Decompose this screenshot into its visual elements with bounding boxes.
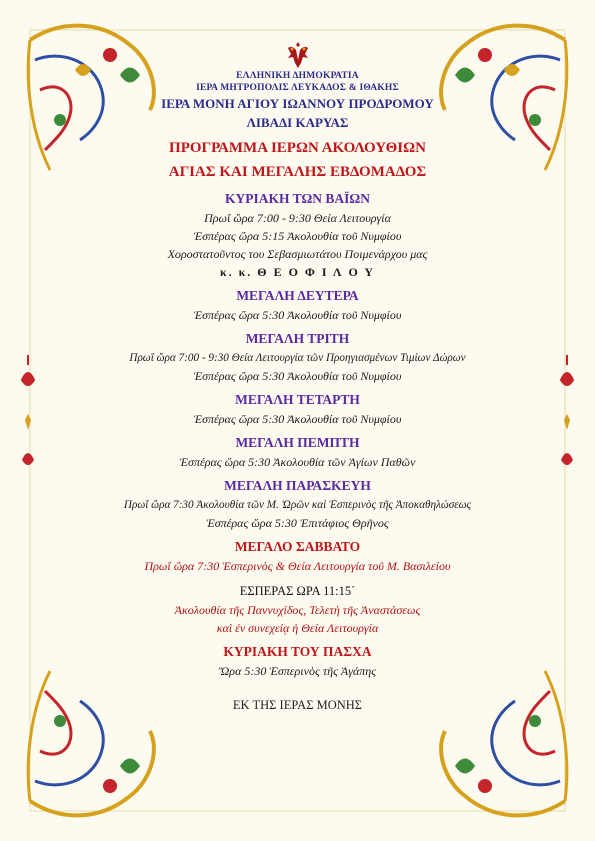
footer-signature: ΕΚ ΤΗΣ ΙΕΡΑΣ ΜΟΝΗΣ xyxy=(232,698,363,712)
page-subtitle: ΑΓΙΑΣ ΚΑΙ ΜΕΓΑΛΗΣ ΕΒΔΟΜΑΔΟΣ xyxy=(168,164,427,180)
section-heading-easter: ΚΥΡΙΑΚΗ ΤΟΥ ΠΑΣΧΑ xyxy=(223,644,372,659)
schedule-line: Πρωΐ ὥρα 7:30 Ἀκολουθία τῶν Μ. Ὡρῶν καὶ Ἑσπερινὸς τῆς Ἀποκαθηλώσεως xyxy=(123,499,472,511)
schedule-line: καὶ ἐν συνεχείᾳ ἡ Θεία Λειτουργία xyxy=(216,621,379,635)
header-monastery: ΙΕΡΑ ΜΟΝΗ ΑΓΙΟΥ ΙΩΑΝΝΟΥ ΠΡΟΔΡΟΜΟΥ xyxy=(161,96,434,111)
section-heading-monday: ΜΕΓΑΛΗ ΔΕΥΤΕΡΑ xyxy=(236,288,359,303)
section-heading-wednesday: ΜΕΓΑΛΗ ΤΕΤΑΡΤΗ xyxy=(235,392,360,407)
schedule-line: Ἑσπέρας ὥρα 5:15 Ἀκολουθία τοῦ Νυμφίου xyxy=(193,229,402,243)
page-title: ΠΡΟΓΡΑΜΜΑ ΙΕΡΩΝ ΑΚΟΛΟΥΘΙΩΝ xyxy=(169,140,426,156)
tulip-ornament-icon xyxy=(561,355,573,465)
schedule-line: Χοροστατοῦντος του Σεβασμιωτάτου Ποιμενάρχου μας xyxy=(167,247,428,261)
header-location: ΛΙΒΑΔΙ ΚΑΡΥΑΣ xyxy=(246,115,349,130)
bishop-name: κ. κ. Θ Ε Ο Φ Ι Λ Ο Υ xyxy=(219,265,376,279)
schedule-content xyxy=(70,40,525,714)
header-republic: ΕΛΛΗΝΙΚΗ ΔΗΜΟΚΡΑΤΙΑ xyxy=(236,71,359,81)
evening-time-label: ΕΣΠΕΡΑΣ ΩΡΑ 11:15΄ xyxy=(239,584,356,598)
schedule-line: Πρωΐ ὥρα 7:00 - 9:30 Θεία Λειτουργία xyxy=(204,211,391,225)
section-heading-palm-sunday: ΚΥΡΙΑΚΗ ΤΩΝ ΒΑΪΩΝ xyxy=(225,191,370,206)
schedule-line: Ἑσπέρας ὥρα 5:30 Ἐπιτάφιος Θρῆνος xyxy=(206,516,389,530)
section-heading-thursday: ΜΕΓΑΛΗ ΠΕΜΠΤΗ xyxy=(235,435,360,450)
schedule-line: Ἑσπέρας ὥρα 5:30 Ἀκολουθία τοῦ Νυμφίου xyxy=(193,412,402,426)
double-headed-eagle-icon xyxy=(284,40,312,70)
schedule-line: Ἑσπέρας ὥρα 5:30 Ἀκολουθία τοῦ Νυμφίου xyxy=(193,308,402,322)
section-heading-saturday: ΜΕΓΑΛΟ ΣΑΒΒΑΤΟ xyxy=(234,539,361,554)
schedule-line: Ἑσπέρας ὥρα 5:30 Ἀκολουθία τῶν Ἁγίων Παθῶν xyxy=(179,455,416,469)
schedule-line: Πρωΐ ὥρα 7:30 Ἑσπερινὸς & Θεία Λειτουργία τοῦ Μ. Βασιλείου xyxy=(144,559,451,573)
schedule-line: Ἀκολουθία τῆς Παννυχίδος, Τελετὴ τῆς Ἀναστάσεως xyxy=(174,603,421,617)
section-heading-friday: ΜΕΓΑΛΗ ΠΑΡΑΣΚΕΥΗ xyxy=(224,478,371,493)
section-heading-tuesday: ΜΕΓΑΛΗ ΤΡΙΤΗ xyxy=(245,331,350,346)
header-metropolis: ΙΕΡΑ ΜΗΤΡΟΠΟΛΙΣ ΛΕΥΚΑΔΟΣ & ΙΘΑΚΗΣ xyxy=(196,83,399,93)
tulip-ornament-icon xyxy=(22,355,34,465)
schedule-line: Ὥρα 5:30 Ἑσπερινὸς τῆς Ἀγάπης xyxy=(218,664,377,678)
schedule-line: Ἑσπέρας ὥρα 5:30 Ἀκολουθία τοῦ Νυμφίου xyxy=(193,369,402,383)
schedule-line: Πρωΐ ὥρα 7:00 - 9:30 Θεία Λειτουργία τῶν Προηγιασμένων Τιμίων Δώρων xyxy=(129,352,466,364)
